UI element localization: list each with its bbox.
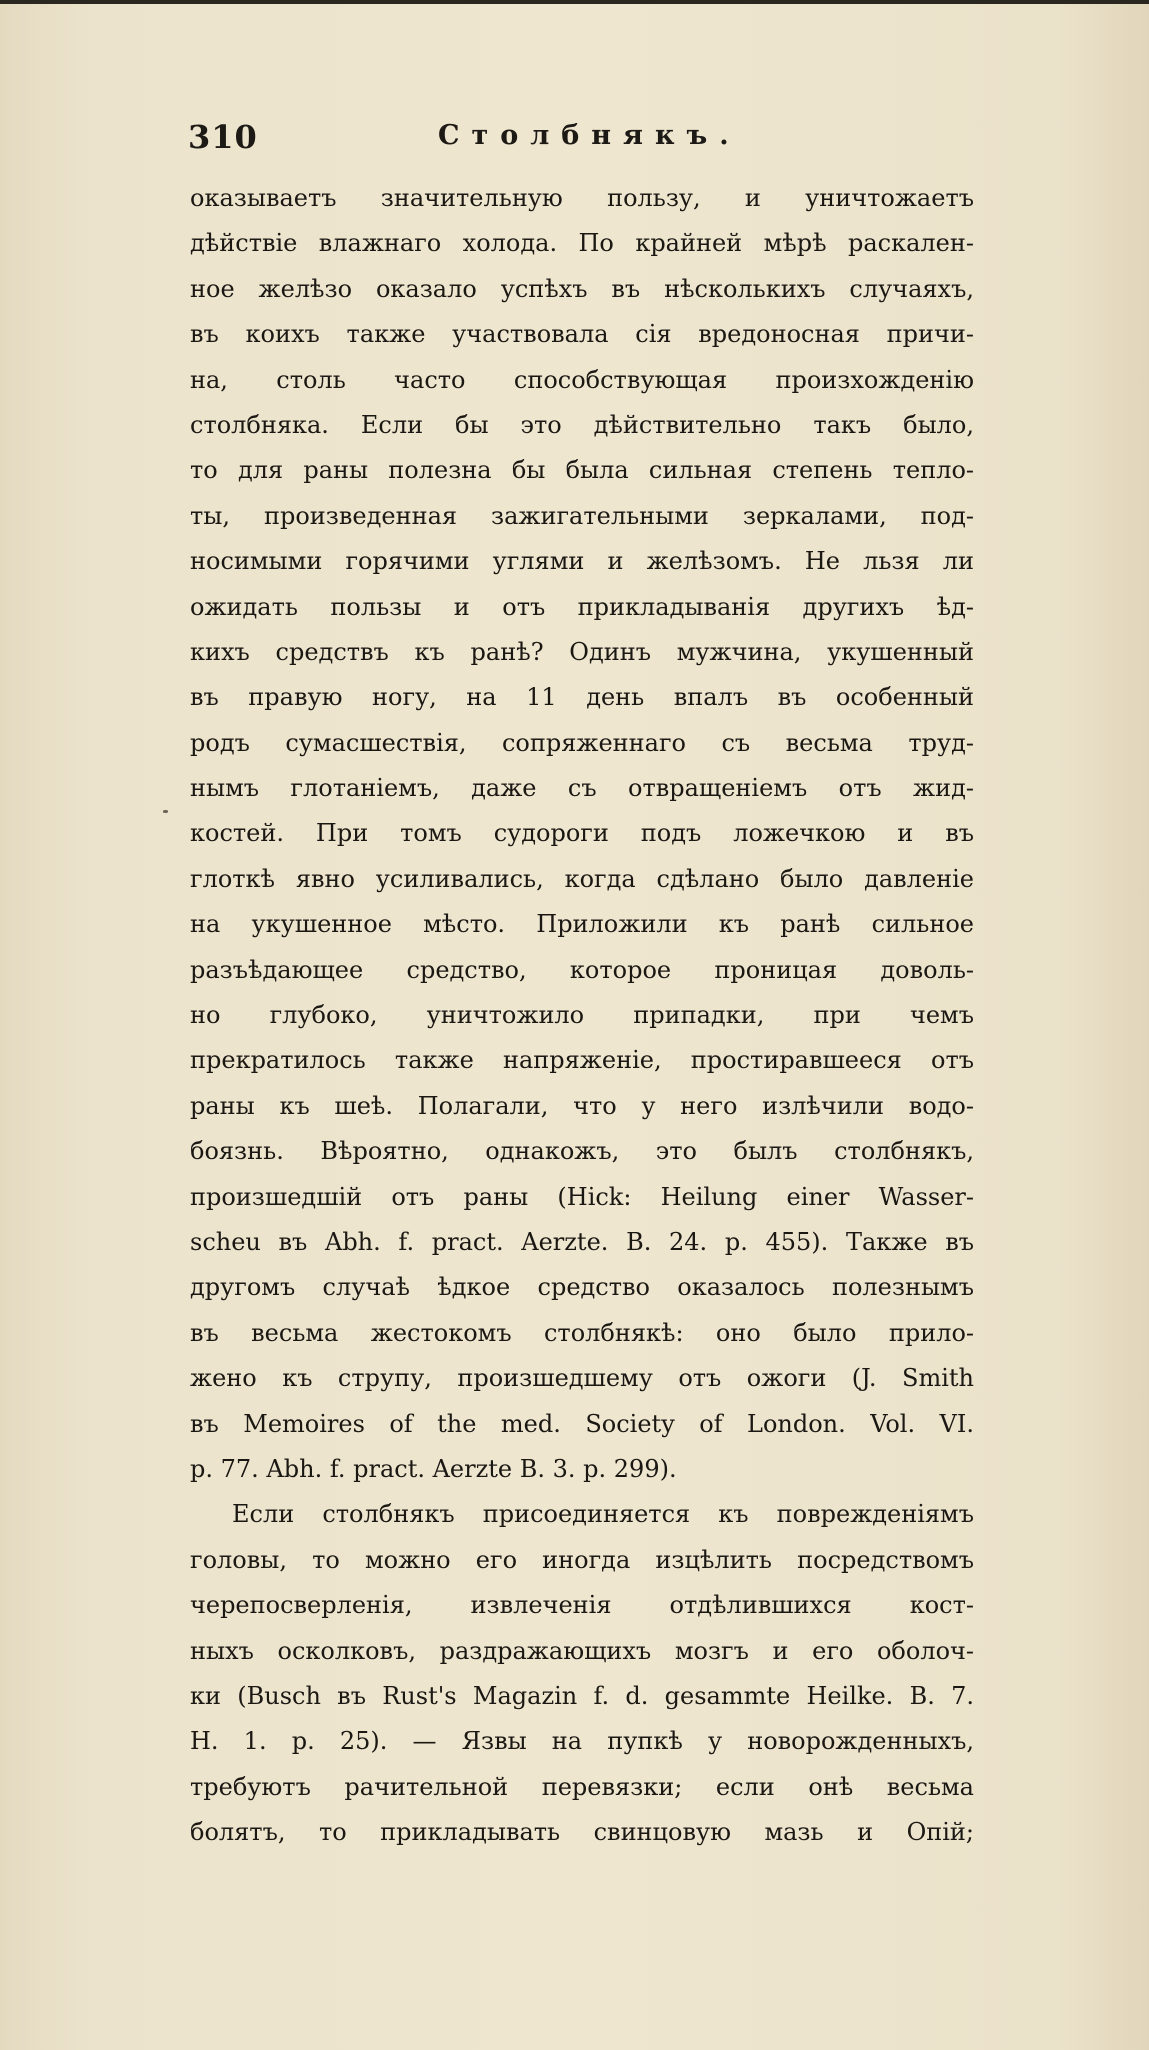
text-line: въ коихъ также участвовала сія вредоносная причи- (190, 320, 974, 349)
text-line: на укушенное мѣсто. Приложили къ ранѣ сильное (190, 910, 974, 939)
text-line: но глубоко, уничтожило припадки, при чемъ (190, 1001, 974, 1030)
text-line: ныхъ осколковъ, раздражающихъ мозгъ и его оболоч- (190, 1636, 974, 1665)
text-line: требуютъ рачительной перевязки; если онѣ весьма (190, 1772, 974, 1801)
text-line: носимыми горячими углями и желѣзомъ. Не льзя ли (190, 547, 974, 576)
text-line: раны къ шеѣ. Полагали, что у него излѣчили водо- (190, 1091, 974, 1120)
text-line: произшедшій отъ раны (Hick: Heilung einer Wasser- (190, 1182, 974, 1211)
text-line: на, столь часто способствующая произхожденію (190, 365, 974, 394)
text-line: дѣйствіе влажнаго холода. По крайней мѣрѣ раскален- (190, 229, 974, 258)
text-line: въ весьма жестокомъ столбнякѣ: оно было прило- (190, 1318, 974, 1347)
text-line: scheu въ Abh. f. pract. Aerzte. B. 24. p. 455). Также въ (190, 1227, 974, 1256)
text-line: ное желѣзо оказало успѣхъ въ нѣсколькихъ случаяхъ, (190, 274, 974, 303)
text-line: костей. При томъ судороги подъ ложечкою и въ (190, 819, 974, 848)
text-line: прекратилось также напряженіе, простиравшееся отъ (190, 1046, 974, 1075)
text-line: H. 1. p. 25). — Язвы на пупкѣ у новорожденныхъ, (190, 1727, 974, 1756)
text-line: болятъ, то прикладывать свинцовую мазь и Опій; (190, 1818, 974, 1847)
text-line: въ Memoires of the med. Society of London. Vol. VI. (190, 1409, 974, 1438)
text-line: родъ сумасшествія, сопряженнаго съ весьма труд- (190, 728, 974, 757)
text-line: въ правую ногу, на 11 день впалъ въ особенный (190, 683, 974, 712)
text-line: жено къ струпу, произшедшему отъ ожоги (J. Smith (190, 1364, 974, 1393)
text-line: боязнь. Вѣроятно, однакожъ, это былъ столбнякъ, (190, 1137, 974, 1166)
body-text (190, 176, 974, 1855)
text-line: оказываетъ значительную пользу, и уничтожаетъ (190, 184, 974, 212)
text-line: то для раны полезна бы была сильная степень тепло- (190, 456, 974, 485)
text-line: ты, произведенная зажигательными зеркалами, под- (190, 501, 974, 530)
page-header (188, 118, 973, 166)
text-line: разъѣдающее средство, которое проницая доволь- (190, 955, 974, 984)
margin-mark (163, 810, 168, 813)
text-line: нымъ глотаніемъ, даже съ отвращеніемъ отъ жид- (190, 774, 974, 803)
text-line: Если столбнякъ присоединяется къ поврежденіямъ (232, 1500, 974, 1529)
page-top-edge (0, 0, 1149, 4)
text-line: столбняка. Если бы это дѣйствительно такъ было, (190, 410, 974, 439)
text-line: глоткѣ явно усиливались, когда сдѣлано было давленіе (190, 864, 974, 893)
text-line: черепосверленія, извлеченія отдѣлившихся кост- (190, 1591, 974, 1620)
text-line: кихъ средствъ къ ранѣ? Одинъ мужчина, укушенный (190, 637, 974, 666)
running-title: Столбнякъ. (438, 120, 741, 151)
text-line: головы, то можно его иногда изцѣлить посредствомъ (190, 1545, 974, 1574)
text-line: ожидать пользы и отъ прикладыванія другихъ ѣд- (190, 592, 974, 621)
text-line: ки (Busch въ Rust's Magazin f. d. gesammte Heilke. B. 7. (190, 1681, 974, 1710)
text-line: p. 77. Abh. f. pract. Aerzte B. 3. p. 299). (190, 1454, 677, 1483)
page-number: 310 (188, 118, 258, 156)
text-line: другомъ случаѣ ѣдкое средство оказалось полезнымъ (190, 1273, 974, 1302)
